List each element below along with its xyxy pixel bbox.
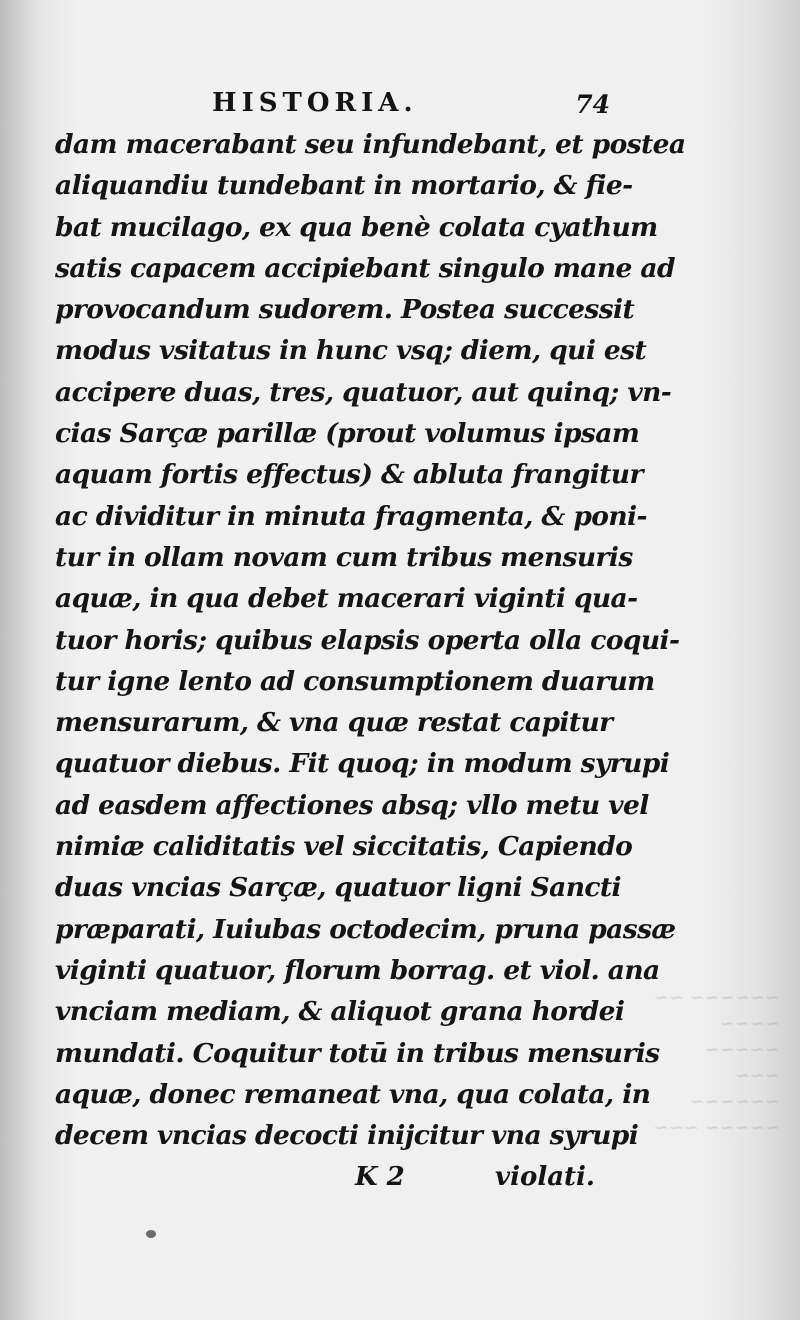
text-line: vnciam mediam, & aliquot grana hordei (55, 996, 625, 1028)
page-number: 74 (575, 90, 610, 119)
text-line: aquæ, in qua debet macerari viginti qua- (55, 583, 638, 615)
text-line: tuor horis; quibus elapsis operta olla coqui- (55, 624, 680, 656)
catchword: violati. (495, 1162, 595, 1193)
running-title: HISTORIA. (212, 88, 418, 118)
direction-line (55, 1162, 610, 1206)
body-text (55, 124, 686, 1156)
text-line: aquam fortis effectus) & abluta frangitur (55, 459, 643, 491)
text-line: mundati. Coquitur totū in tribus mensuris (55, 1037, 660, 1069)
text-line: præparati, Iuiubas octodecim, pruna passæ (55, 913, 676, 945)
text-line: tur igne lento ad consumptionem duarum (55, 665, 655, 697)
text-line: modus vsitatus in hunc vsq; diem, qui est (55, 335, 647, 367)
text-line: quatuor diebus. Fit quoq; in modum syrupi (55, 748, 670, 780)
text-line: viginti quatuor, florum borrag. et viol. ana (55, 954, 660, 986)
show-through-text: ~~~~~~ ~~ ~~~~ ~~~~~ ~~~ ~~~~~~ ~~~~~ ~~~ (653, 987, 780, 1138)
text-line: ad easdem affectiones absq; vllo metu vel (55, 789, 649, 821)
text-block (55, 84, 686, 1206)
text-line: aliquandiu tundebant in mortario, & fie- (55, 170, 633, 202)
text-line: bat mucilago, ex qua benè colata cyathum (55, 211, 658, 243)
text-line: accipere duas, tres, quatuor, aut quinq; vn- (55, 376, 672, 408)
text-line: cias Sarçæ parillæ (prout volumus ipsam (55, 418, 640, 450)
text-line: dam macerabant seu infundebant, et postea (55, 129, 686, 160)
text-line: mensurarum, & vna quæ restat capitur (55, 707, 613, 739)
text-line: ac dividitur in minuta fragmenta, & poni- (55, 500, 647, 532)
text-line: provocandum sudorem. Postea successit (55, 294, 635, 326)
text-line: duas vncias Sarçæ, quatuor ligni Sancti (55, 872, 622, 904)
text-line: decem vncias decocti inijcitur vna syrupi (55, 1120, 639, 1152)
running-head (55, 84, 610, 124)
text-line: satis capacem accipiebant singulo mane ad (55, 252, 675, 284)
text-line: aquæ, donec remaneat vna, qua colata, in (55, 1078, 651, 1110)
text-line: tur in ollam novam cum tribus mensuris (55, 541, 633, 573)
signature-mark: K 2 (355, 1162, 405, 1193)
ink-spot (146, 1230, 156, 1238)
text-line: nimiæ caliditatis vel siccitatis, Capiendo (55, 831, 633, 863)
